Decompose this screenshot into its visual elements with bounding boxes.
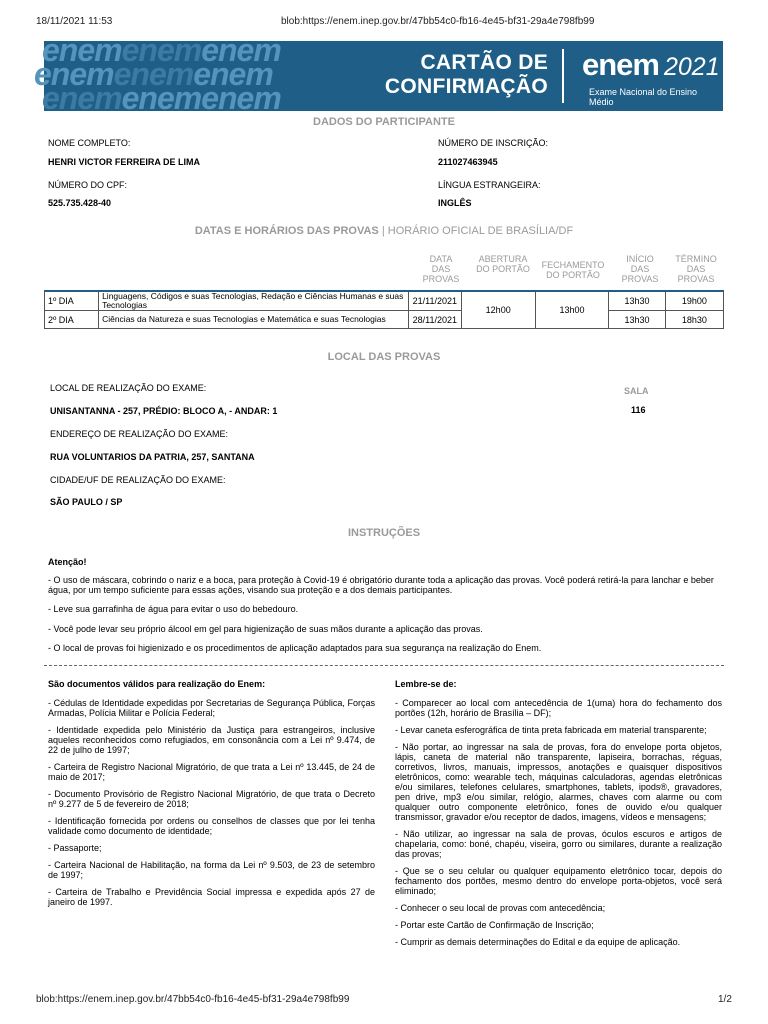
valid-documents-column [48,679,375,914]
document-item: - Carteira de Trabalho e Previdência Social impressa e expedida após 27 de janeiro de 1997. [48,887,375,907]
gate-close-cell: 13h00 [535,291,609,329]
remember-item: - Comparecer ao local com antecedência de 1(uma) hora do fechamento dos portões (12h, horário de Brasília – DF); [395,698,722,718]
document-item: - Cédulas de Identidade expedidas por Secretarias de Segurança Pública, Forças Armadas, Polícia Militar e Polícia Federal; [48,698,375,718]
start-cell: 13h30 [609,291,665,311]
foreign-language: INGLÊS [438,198,472,208]
city-label: CIDADE/UF DE REALIZAÇÃO DO EXAME: [50,475,226,485]
enem-logo: enem [582,47,659,82]
inscription-number: 211027463945 [438,157,498,167]
participant-section-title: DADOS DO PARTICIPANTE [313,116,455,128]
exam-place: UNISANTANNA - 257, PRÉDIO: BLOCO A, - ANDAR: 1 [50,406,278,416]
room-label: SALA [624,386,649,396]
confirmation-banner [34,32,723,116]
end-cell: 18h30 [665,311,723,329]
subjects-cell: Linguagens, Códigos e suas Tecnologias, Redação e Ciências Humanas e suas Tecnologias [99,291,409,311]
name-label: NOME COMPLETO: [48,138,131,148]
document-item: - Identidade expedida pelo Ministério da Justiça para estrangeiros, inclusive aqueles reconhecidos como refugiados, em consonância com a Lei nº 9.474, de 22 de julho de 1997; [48,725,375,755]
banner-divider [562,49,564,103]
document-item: - Passaporte; [48,843,102,853]
attention-heading: Atenção! [48,557,87,567]
instruction-item: - O local de provas foi higienizado e os procedimentos de aplicação adaptados para sua segurança na realização do Enem. [48,643,542,653]
end-cell: 19h00 [665,291,723,311]
document-item: - Documento Provisório de Registro Nacional Migratório, de que trata o Decreto nº 9.277 de 5 de fevereiro de 2018; [48,789,375,809]
inscription-label: NÚMERO DE INSCRIÇÃO: [438,138,549,148]
day-cell: 1º DIA [45,291,99,311]
document-item: - Carteira de Registro Nacional Migratório, de que trata a Lei nº 13.445, de 24 de maio de 2017; [48,762,375,782]
document-item: - Carteira Nacional de Habilitação, na forma da Lei nº 9.503, de 23 de setembro de 1997; [48,860,375,880]
enem-logo-subtitle: Exame Nacional do Ensino Médio [589,87,698,107]
cpf-label: NÚMERO DO CPF: [48,180,128,190]
participant-name: HENRI VICTOR FERREIRA DE LIMA [48,157,201,167]
place-label: LOCAL DE REALIZAÇÃO DO EXAME: [50,383,207,393]
gate-open-cell: 12h00 [461,291,535,329]
remember-item: - Não utilizar, ao ingressar na sala de provas, óculos escuros e artigos de chapelaria, como: boné, chapéu, viseira, gorro ou similares, durante a realização das provas; [395,829,722,859]
date-cell: 21/11/2021 [408,291,461,311]
schedule-table [44,290,724,329]
table-row [45,311,724,329]
header-gate-open: ABERTURA DO PORTÃO [476,254,530,274]
documents-heading: São documentos válidos para realização do Enem: [48,679,266,689]
instruction-item: - O uso de máscara, cobrindo o nariz e a boca, para proteção à Covid-19 é obrigatório durante toda a aplicação das provas. Você poderá retirá-la para lanchar e beber água, por um tempo suficiente para essas ações, visando sua proteção e a dos demais participantes. [48,575,714,595]
cpf-number: 525.735.428-40 [48,198,112,208]
remember-item: - Portar este Cartão de Confirmação de Inscrição; [395,920,594,930]
page-number: 1/2 [718,994,732,1005]
date-cell: 28/11/2021 [408,311,461,329]
card-title: CARTÃO DE CONFIRMAÇÃO [384,51,548,98]
day-cell: 2º DIA [45,311,99,329]
remember-item: - Conhecer o seu local de provas com antecedência; [395,903,606,913]
remember-item: - Não portar, ao ingressar na sala de provas, fora do envelope porta objetos, lápis, caneta de material não transparente, lapiseira, borrachas, réguas, corretivos, livros, manuais, impressos, anotações e quaisquer dispositivos eletrônicos, como: wearable tech, máquinas calculadoras, agendas eletrônicas e/ou similares, telefones celulares, smartphones, tablets, ipods®, gravadores, pen drive, mp3 e/ou similar, relógio, alarmes, chaves com alarme ou com qualquer outro componente eletrônico, fones de ouvido e/ou qualquer transmissor, gravador e/ou receptor de dados, imagens, vídeos e mensagens; [395,742,722,822]
address-label: ENDEREÇO DE REALIZAÇÃO DO EXAME: [50,429,229,439]
table-row [45,291,724,311]
remember-heading: Lembre-se de: [395,679,457,689]
print-url: blob:https://enem.inep.gov.br/47bb54c0-fb16-4e45-bf31-29a4e798fb99 [281,16,595,27]
header-start: INÍCIO DAS PROVAS [621,254,659,284]
document-item: - Identificação fornecida por ordens ou conselhos de classes que por lei tenha validade como documento de identidade; [48,816,375,836]
instructions-section-title: INSTRUÇÕES [347,527,421,539]
exam-city: SÃO PAULO / SP [50,497,123,507]
enem-logo-year: 2021 [664,53,720,81]
subjects-cell: Ciências da Natureza e suas Tecnologias e Matemática e suas Tecnologias [99,311,409,329]
remember-item: - Que se o seu celular ou qualquer equipamento eletrônico tocar, depois do fechamento dos portões, mesmo dentro do envelope porta-objetos, você será eliminado; [395,866,722,896]
location-section-title: LOCAL DAS PROVAS [327,351,441,363]
exam-address: RUA VOLUNTARIOS DA PATRIA, 257, SANTANA [50,452,255,462]
language-label: LÍNGUA ESTRANGEIRA: [438,180,541,190]
start-cell: 13h30 [609,311,665,329]
remember-item: - Levar caneta esferográfica de tinta preta fabricada em material transparente; [395,725,707,735]
room-number: 116 [631,405,646,415]
enem-watermark: enemenemenem enemenemenem enemenemenem [34,32,281,116]
instruction-item: - Você pode levar seu próprio álcool em gel para higienização de suas mãos durante a aplicação das provas. [48,624,483,634]
print-footer-url: blob:https://enem.inep.gov.br/47bb54c0-fb16-4e45-bf31-29a4e798fb99 [36,994,350,1005]
instruction-item: - Leve sua garrafinha de água para evitar o uso do bebedouro. [48,604,299,614]
header-date: DATA DAS PROVAS [422,254,460,284]
remember-column [395,679,722,954]
header-gate-close: FECHAMENTO DO PORTÃO [541,260,605,280]
dashed-divider [44,665,724,666]
schedule-section-title: DATAS E HORÁRIOS DAS PROVAS | HORÁRIO OFICIAL DE BRASÍLIA/DF [194,225,574,237]
print-datetime: 18/11/2021 11:53 [36,16,113,27]
remember-item: - Cumprir as demais determinações do Edital e da equipe de aplicação. [395,937,681,947]
header-end: TÉRMINO DAS PROVAS [675,254,717,284]
